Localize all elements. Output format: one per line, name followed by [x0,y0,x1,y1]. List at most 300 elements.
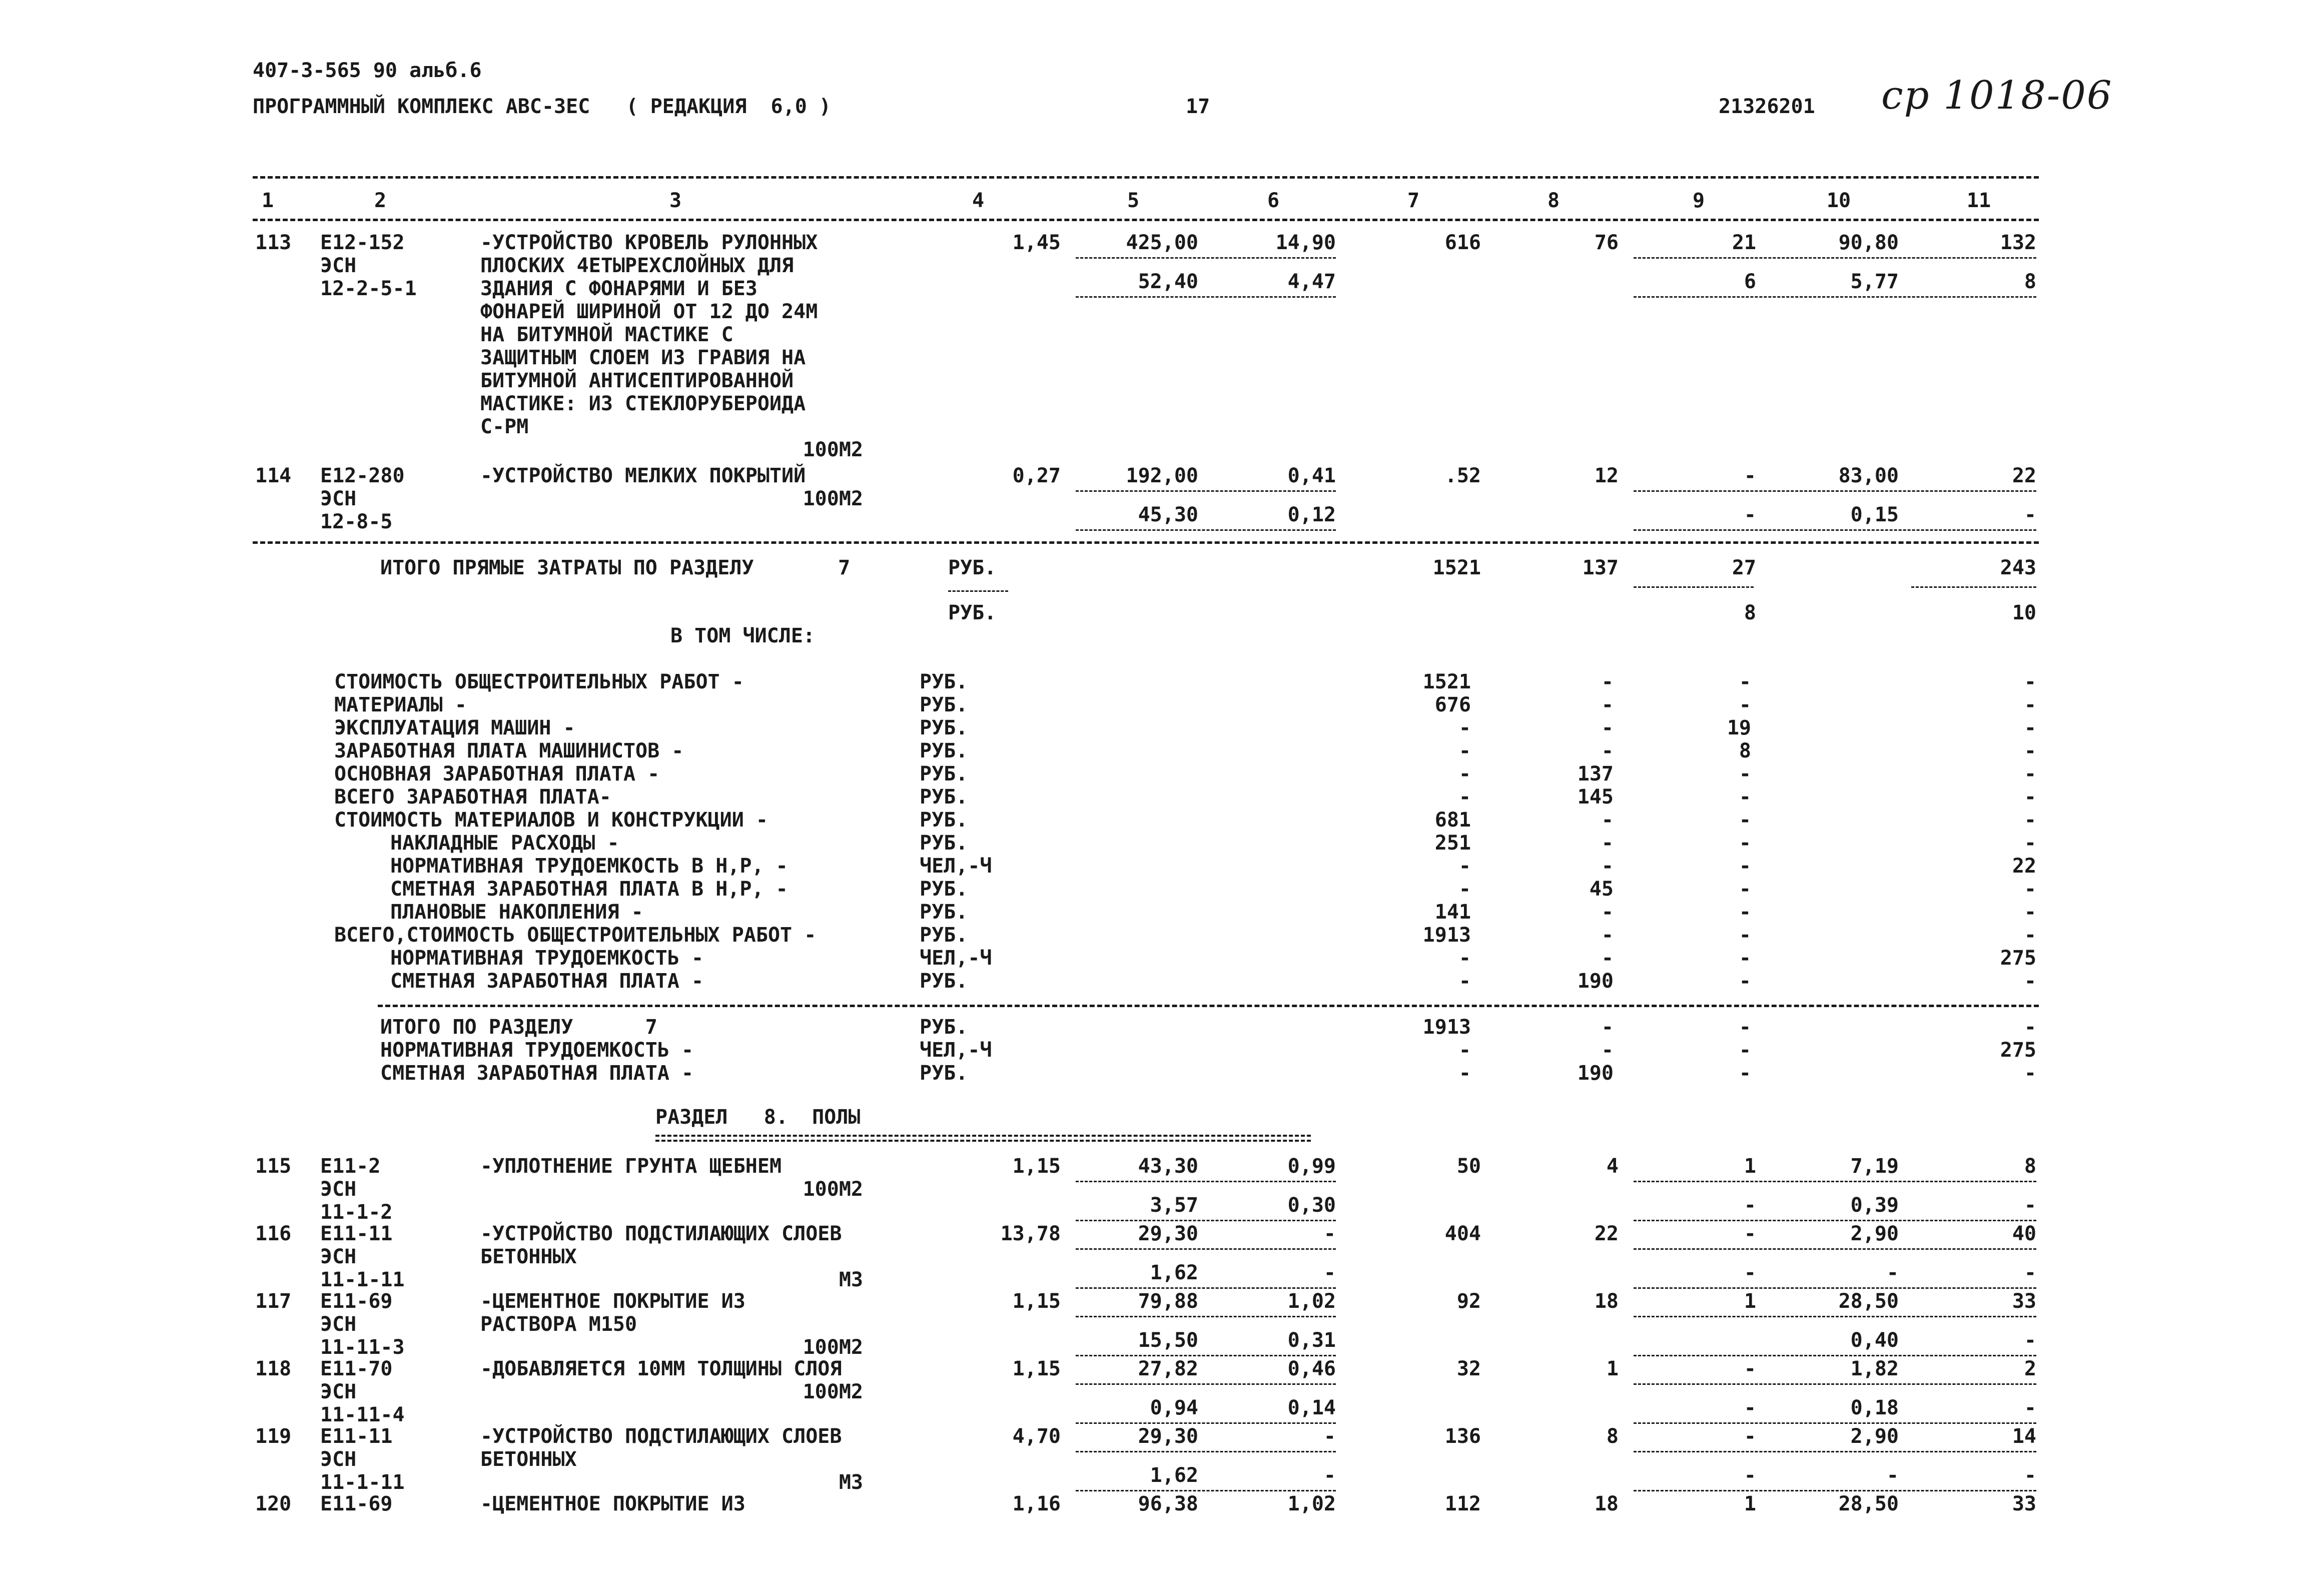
breakdown-label: ВСЕГО,СТОИМОСТЬ ОБЩЕСТРОИТЕЛЬНЫХ РАБОТ - [334,924,817,947]
breakdown-c11: - [2024,970,2036,993]
breakdown-c7: 681 [1434,809,1471,832]
section-total-label: СМЕТНАЯ ЗАРАБОТНАЯ ПЛАТА - [380,1062,694,1085]
breakdown-unit: РУБ. [920,739,968,762]
item-c10-base: - [1886,1464,1899,1487]
item-c5: 192,00 [1126,464,1198,487]
breakdown-label: ЭКСПЛУАТАЦИЯ МАШИН - [334,716,575,739]
item-c10: 90,80 [1838,231,1899,254]
breakdown-unit: РУБ. [920,901,968,924]
section-total-unit: ЧЕЛ,-Ч [920,1039,992,1062]
item-c10: 2,90 [1850,1425,1899,1448]
section-rule [253,541,2039,544]
item-description: ЗДАНИЯ С ФОНАРЯМИ И БЕЗ [480,277,757,300]
item-c6-base: - [1323,1261,1336,1284]
program-title: ПРОГРАММНЫЙ КОМПЛЕКС АВС-3ЕС ( РЕДАКЦИЯ 6,0 ) [253,95,831,118]
breakdown-c8: - [1601,855,1614,878]
item-number: 116 [255,1222,292,1245]
breakdown-c8: - [1601,901,1614,924]
breakdown-c11: - [2024,832,2036,855]
item-description: -ДОБАВЛЯЕТСЯ 10ММ ТОЛЩИНЫ СЛОЯ [480,1357,842,1380]
column-header-11: 11 [1966,189,1991,212]
breakdown-c9: 8 [1739,739,1751,762]
breakdown-c8: 137 [1577,762,1614,785]
value-underline [1076,529,1336,531]
breakdown-c11: 22 [2012,855,2036,878]
item-number: 115 [255,1155,292,1178]
value-underline [1634,1248,2036,1250]
breakdown-c8: - [1601,947,1614,970]
item-unit: 100М2 [803,487,863,510]
item-unit: М3 [839,1471,863,1494]
breakdown-c9: - [1739,809,1751,832]
item-c4: 0,27 [1012,464,1061,487]
item-c6: 14,90 [1275,231,1336,254]
breakdown-c11: - [2024,878,2036,901]
breakdown-unit: РУБ. [920,878,968,901]
breakdown-c9: - [1739,762,1751,785]
breakdown-c8: - [1601,832,1614,855]
item-description: С-РМ [480,415,529,438]
document-number: 21326201 [1719,95,1815,118]
item-unit: 100М2 [803,438,863,461]
breakdown-c9: - [1739,901,1751,924]
item-c6-base: 0,30 [1287,1194,1336,1217]
item-description: ЗАЩИТНЫМ СЛОЕМ ИЗ ГРАВИЯ НА [480,346,806,369]
breakdown-unit: РУБ. [920,670,968,693]
item-description: -УПЛОТНЕНИЕ ГРУНТА ЩЕБНЕМ [480,1155,782,1178]
item-c9-base: - [1744,1396,1756,1419]
totals-unit-2: РУБ. [948,601,997,624]
value-underline [1634,1422,2036,1424]
breakdown-label: СМЕТНАЯ ЗАРАБОТНАЯ ПЛАТА В Н,Р, - [390,878,788,901]
item-description: -ЦЕМЕНТНОЕ ПОКРЫТИЕ ИЗ [480,1290,745,1313]
breakdown-c11: - [2024,762,2036,785]
value-underline [1634,586,1754,588]
item-c4: 1,15 [1012,1357,1061,1380]
item-c6-base: 0,14 [1287,1396,1336,1419]
breakdown-unit: РУБ. [920,832,968,855]
item-c7: 50 [1456,1155,1481,1178]
item-c8: 1 [1606,1357,1619,1380]
item-number: 120 [255,1492,292,1515]
totals-c11-base: 10 [2012,601,2036,624]
breakdown-c9: - [1739,670,1751,693]
item-c9-base: - [1744,1464,1756,1487]
item-description: -ЦЕМЕНТНОЕ ПОКРЫТИЕ ИЗ [480,1492,745,1515]
page-number: 17 [1186,95,1210,118]
item-ref: 11-11-4 [320,1403,405,1426]
item-description: -УСТРОЙСТВО КРОВЕЛЬ РУЛОННЫХ [480,231,818,254]
breakdown-c9: - [1739,947,1751,970]
breakdown-unit: РУБ. [920,785,968,809]
item-ref: 11-1-11 [320,1471,405,1494]
breakdown-label: НОРМАТИВНАЯ ТРУДОЕМКОСТЬ В Н,Р, - [390,855,788,878]
item-c10: 28,50 [1838,1290,1899,1313]
item-c11: 14 [2012,1425,2036,1448]
value-underline [1634,257,2036,259]
handwritten-note: ср 1018-06 [1881,73,2113,118]
value-underline [1634,1181,2036,1182]
breakdown-c7: 251 [1434,832,1471,855]
item-description: РАСТВОРА М150 [480,1313,637,1336]
value-underline [1076,1181,1336,1182]
item-c11-base: - [2024,1194,2036,1217]
breakdown-c8: - [1601,809,1614,832]
item-c10: 28,50 [1838,1492,1899,1515]
item-c9: - [1744,1222,1756,1245]
item-unit: М3 [839,1268,863,1291]
breakdown-unit: ЧЕЛ,-Ч [920,947,992,970]
breakdown-c9: - [1739,970,1751,993]
breakdown-label: НАКЛАДНЫЕ РАСХОДЫ - [390,832,619,855]
item-code: Е11-2 [320,1155,381,1178]
value-underline [1076,1422,1336,1424]
item-c9-base: - [1744,1194,1756,1217]
item-unit: 100М2 [803,1336,863,1359]
item-c6: 0,41 [1287,464,1336,487]
item-code: Е11-70 [320,1357,393,1380]
breakdown-c11: - [2024,924,2036,947]
item-c8: 22 [1594,1222,1619,1245]
breakdown-label: ПЛАНОВЫЕ НАКОПЛЕНИЯ - [390,901,643,924]
item-c9: 1 [1744,1492,1756,1515]
section-total-c8: - [1601,1039,1614,1062]
value-underline [1076,257,1336,259]
item-c5: 43,30 [1138,1155,1198,1178]
item-c5-base: 45,30 [1138,503,1198,526]
breakdown-c8: 145 [1577,785,1614,809]
item-c5-base: 1,62 [1150,1464,1198,1487]
item-c7: 136 [1444,1425,1481,1448]
item-c4: 13,78 [1000,1222,1061,1245]
breakdown-unit: РУБ. [920,970,968,993]
item-c9: - [1744,1425,1756,1448]
column-header-8: 8 [1547,189,1560,212]
item-c9: 21 [1732,231,1756,254]
section-total-c7: 1913 [1422,1016,1471,1039]
item-number: 117 [255,1290,292,1313]
unit-underline [948,590,1008,592]
item-code: Е11-11 [320,1222,393,1245]
item-c7: 32 [1456,1357,1481,1380]
item-base: ЭСН [320,1448,357,1471]
item-c9-base: - [1744,503,1756,526]
value-underline [1634,1490,2036,1491]
column-header-10: 10 [1826,189,1851,212]
breakdown-c9: - [1739,878,1751,901]
value-underline [1634,1220,2036,1221]
value-underline [1076,296,1336,298]
breakdown-c11: - [2024,716,2036,739]
breakdown-c8: - [1601,716,1614,739]
item-c11-base: - [2024,1261,2036,1284]
item-code: Е11-69 [320,1492,393,1515]
item-code: Е12-280 [320,464,405,487]
section-total-c11: - [2024,1016,2036,1039]
item-c11-base: - [2024,1464,2036,1487]
item-c5-base: 3,57 [1150,1194,1198,1217]
breakdown-label: ОСНОВНАЯ ЗАРАБОТНАЯ ПЛАТА - [334,762,660,785]
breakdown-c7: 676 [1434,693,1471,716]
totals-c8: 137 [1582,556,1619,579]
breakdown-c8: - [1601,693,1614,716]
item-code: Е12-152 [320,231,405,254]
breakdown-c11: - [2024,670,2036,693]
breakdown-c7: - [1458,947,1471,970]
item-c10-base: 5,77 [1850,270,1899,293]
doc-code: 407-3-565 90 альб.6 [253,59,482,82]
section-total-c8: 190 [1577,1062,1614,1085]
section-heading-underline [655,1135,1311,1142]
value-underline [1634,1316,2036,1317]
item-c6: 1,02 [1287,1290,1336,1313]
item-description: ПЛОСКИХ 4ЕТЫРЕХСЛОЙНЫХ ДЛЯ [480,254,794,277]
breakdown-label: СТОИМОСТЬ ОБЩЕСТРОИТЕЛЬНЫХ РАБОТ - [334,670,744,693]
item-c7: 404 [1444,1222,1481,1245]
item-c8: 76 [1594,231,1619,254]
item-ref: 11-1-2 [320,1201,393,1224]
item-c5: 96,38 [1138,1492,1198,1515]
section-rule [378,1005,2039,1007]
item-ref: 11-11-3 [320,1336,405,1359]
breakdown-c9: - [1739,855,1751,878]
item-ref: 11-1-11 [320,1268,405,1291]
item-c10: 1,82 [1850,1357,1899,1380]
column-header-1: 1 [261,189,274,212]
item-c10-base: 0,39 [1850,1194,1899,1217]
item-c11-base: - [2024,1396,2036,1419]
item-c11: 2 [2024,1357,2036,1380]
item-c5-base: 15,50 [1138,1329,1198,1352]
breakdown-c11: - [2024,739,2036,762]
item-c5-base: 52,40 [1138,270,1198,293]
item-number: 114 [255,464,292,487]
item-c10: 2,90 [1850,1222,1899,1245]
breakdown-c9: - [1739,693,1751,716]
breakdown-c7: 1913 [1422,924,1471,947]
item-c8: 4 [1606,1155,1619,1178]
item-c5-base: 1,62 [1150,1261,1198,1284]
breakdown-label: ВСЕГО ЗАРАБОТНАЯ ПЛАТА- [334,785,611,809]
item-c11: 33 [2012,1290,2036,1313]
breakdown-c7: - [1458,878,1471,901]
value-underline [1076,490,1336,492]
item-c6-base: 0,12 [1287,503,1336,526]
section-total-unit: РУБ. [920,1016,968,1039]
value-underline [1634,1355,2036,1356]
value-underline [1634,296,2036,298]
column-header-3: 3 [669,189,682,212]
breakdown-c7: - [1458,785,1471,809]
item-c6: 0,99 [1287,1155,1336,1178]
item-base: ЭСН [320,1178,357,1201]
item-c9: 1 [1744,1290,1756,1313]
item-c8: 18 [1594,1290,1619,1313]
item-c6: 0,46 [1287,1357,1336,1380]
item-description: -УСТРОЙСТВО ПОДСТИЛАЮЩИХ СЛОЕВ [480,1425,842,1448]
section-total-c8: - [1601,1016,1614,1039]
value-underline [1634,1383,2036,1385]
value-underline [1076,1220,1336,1221]
item-description: МАСТИКЕ: ИЗ СТЕКЛОРУБЕРОИДА [480,392,806,415]
item-c10: 7,19 [1850,1155,1899,1178]
item-c10-base: 0,18 [1850,1396,1899,1419]
column-header-4: 4 [972,189,985,212]
totals-c7: 1521 [1432,556,1481,579]
item-description: НА БИТУМНОЙ МАСТИКЕ С [480,323,733,346]
column-header-7: 7 [1407,189,1420,212]
section-heading: РАЗДЕЛ 8. ПОЛЫ [655,1106,861,1129]
item-c8: 12 [1594,464,1619,487]
breakdown-c11: - [2024,901,2036,924]
item-base: ЭСН [320,1245,357,1268]
item-c6-base: 4,47 [1287,270,1336,293]
item-c5: 27,82 [1138,1357,1198,1380]
item-c5-base: 0,94 [1150,1396,1198,1419]
item-c9: - [1744,464,1756,487]
item-c8: 8 [1606,1425,1619,1448]
item-c7: 616 [1444,231,1481,254]
item-c11-base: - [2024,503,2036,526]
section-total-c9: - [1739,1062,1751,1085]
breakdown-c9: 19 [1727,716,1751,739]
breakdown-c7: - [1458,855,1471,878]
including-label: В ТОМ ЧИСЛЕ: [670,624,815,647]
item-description: ФОНАРЕЙ ШИРИНОЙ ОТ 12 ДО 24М [480,300,818,323]
totals-unit: РУБ. [948,556,997,579]
breakdown-c8: - [1601,924,1614,947]
item-description: БЕТОННЫХ [480,1245,577,1268]
column-header-2: 2 [374,189,387,212]
value-underline [1634,1287,2036,1289]
value-underline [1634,1451,2036,1452]
item-c4: 1,15 [1012,1290,1061,1313]
item-c10: 83,00 [1838,464,1899,487]
breakdown-c8: 45 [1589,878,1614,901]
item-number: 113 [255,231,292,254]
item-c4: 1,45 [1012,231,1061,254]
section-total-c11: 275 [2000,1039,2036,1062]
section-total-c7: - [1458,1039,1471,1062]
section-total-c9: - [1739,1039,1751,1062]
item-c8: 18 [1594,1492,1619,1515]
breakdown-c8: - [1601,670,1614,693]
breakdown-c7: 141 [1434,901,1471,924]
section-total-label: НОРМАТИВНАЯ ТРУДОЕМКОСТЬ - [380,1039,694,1062]
value-underline [1076,1355,1336,1356]
item-c10-base: - [1886,1261,1899,1284]
item-c5: 425,00 [1126,231,1198,254]
section-total-c11: - [2024,1062,2036,1085]
breakdown-unit: РУБ. [920,924,968,947]
header-rule-top [253,176,2039,179]
breakdown-c8: 190 [1577,970,1614,993]
item-c10-base: 0,40 [1850,1329,1899,1352]
item-c6: 1,02 [1287,1492,1336,1515]
item-description: БЕТОННЫХ [480,1448,577,1471]
breakdown-c11: - [2024,693,2036,716]
breakdown-label: НОРМАТИВНАЯ ТРУДОЕМКОСТЬ - [390,947,704,970]
item-base: ЭСН [320,254,357,277]
value-underline [1076,1287,1336,1289]
breakdown-label: ЗАРАБОТНАЯ ПЛАТА МАШИНИСТОВ - [334,739,684,762]
breakdown-label: СТОИМОСТЬ МАТЕРИАЛОВ И КОНСТРУКЦИИ - [334,809,768,832]
section-total-c7: - [1458,1062,1471,1085]
item-c4: 1,16 [1012,1492,1061,1515]
item-c6: - [1323,1222,1336,1245]
item-description: -УСТРОЙСТВО МЕЛКИХ ПОКРЫТИЙ [480,464,806,487]
breakdown-c11: - [2024,809,2036,832]
item-c11-base: - [2024,1329,2036,1352]
item-c5: 29,30 [1138,1222,1198,1245]
item-c10-base: 0,15 [1850,503,1899,526]
breakdown-c11: 275 [2000,947,2036,970]
item-c11: 33 [2012,1492,2036,1515]
item-description: -УСТРОЙСТВО ПОДСТИЛАЮЩИХ СЛОЕВ [480,1222,842,1245]
breakdown-c7: - [1458,739,1471,762]
item-ref: 12-2-5-1 [320,277,417,300]
breakdown-c9: - [1739,785,1751,809]
column-header-9: 9 [1692,189,1705,212]
item-c4: 4,70 [1012,1425,1061,1448]
item-c7: 112 [1444,1492,1481,1515]
value-underline [1911,586,2036,588]
item-c11: 8 [2024,1155,2036,1178]
breakdown-unit: РУБ. [920,809,968,832]
totals-title: ИТОГО ПРЯМЫЕ ЗАТРАТЫ ПО РАЗДЕЛУ 7 [380,556,851,579]
value-underline [1076,1248,1336,1250]
value-underline [1076,1451,1336,1452]
breakdown-label: МАТЕРИАЛЫ - [334,693,467,716]
item-c4: 1,15 [1012,1155,1061,1178]
item-base: ЭСН [320,1380,357,1403]
item-c11-base: 8 [2024,270,2036,293]
value-underline [1634,529,2036,531]
section-total-unit: РУБ. [920,1062,968,1085]
item-code: Е11-11 [320,1425,393,1448]
item-c5: 29,30 [1138,1425,1198,1448]
item-c7: .52 [1444,464,1481,487]
column-header-5: 5 [1127,189,1140,212]
item-c6: - [1323,1425,1336,1448]
item-c5: 79,88 [1138,1290,1198,1313]
item-code: Е11-69 [320,1290,393,1313]
section-total-c9: - [1739,1016,1751,1039]
item-c9: - [1744,1357,1756,1380]
item-ref: 12-8-5 [320,510,393,533]
item-description: БИТУМНОЙ АНТИСЕПТИРОВАННОЙ [480,369,794,392]
item-c9: 1 [1744,1155,1756,1178]
value-underline [1634,490,2036,492]
item-c9-base: 6 [1744,270,1756,293]
breakdown-c7: - [1458,762,1471,785]
item-base: ЭСН [320,1313,357,1336]
totals-c9: 27 [1732,556,1756,579]
item-c11: 132 [2000,231,2036,254]
item-number: 118 [255,1357,292,1380]
breakdown-c11: - [2024,785,2036,809]
item-c6-base: 0,31 [1287,1329,1336,1352]
breakdown-unit: РУБ. [920,693,968,716]
item-c11: 22 [2012,464,2036,487]
breakdown-c7: - [1458,970,1471,993]
value-underline [1076,1383,1336,1385]
item-base: ЭСН [320,487,357,510]
breakdown-c9: - [1739,832,1751,855]
item-c7: 92 [1456,1290,1481,1313]
totals-c11: 243 [2000,556,2036,579]
item-unit: 100М2 [803,1178,863,1201]
